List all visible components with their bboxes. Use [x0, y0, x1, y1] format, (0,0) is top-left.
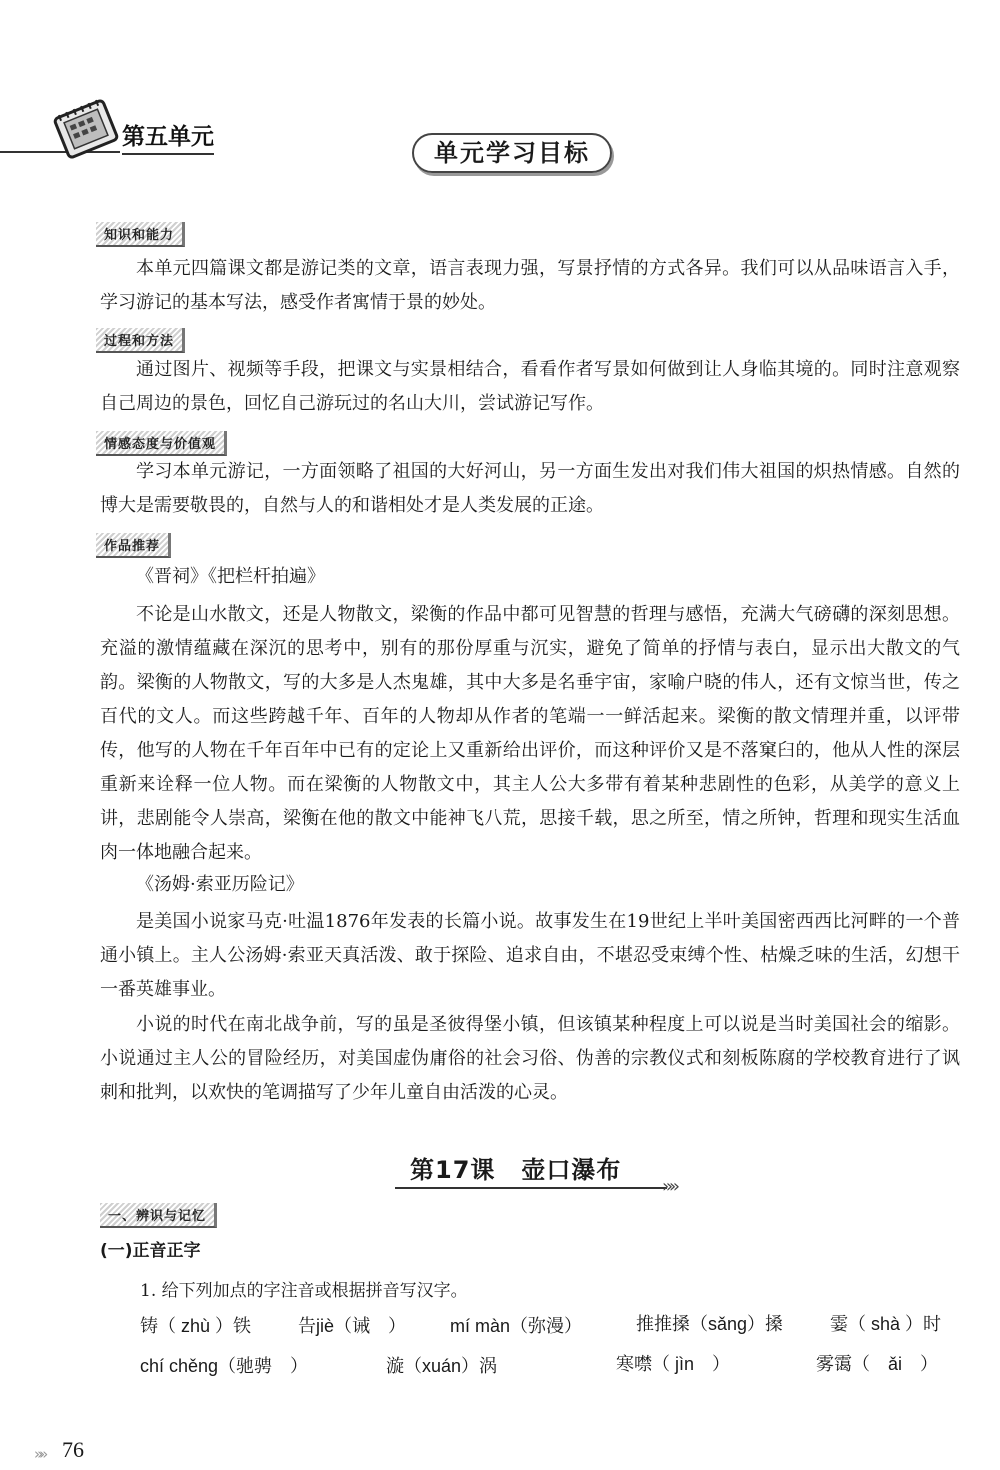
subsection-title: (一)正音正字: [100, 1241, 201, 1261]
lesson-title-rule: [395, 1187, 667, 1189]
pinyin-item: mí màn（弥漫）: [450, 1316, 583, 1336]
double-arrow-icon: »»: [662, 1176, 677, 1197]
page-number: 76: [62, 1437, 84, 1462]
question-1: 1. 给下列加点的字注音或根据拼音写汉字。: [140, 1281, 468, 1301]
pinyin-item: 推推搡（sǎng）搡: [636, 1314, 784, 1334]
book-title-2: 《汤姆·索亚历险记》: [136, 874, 304, 895]
book-description-2a: 是美国小说家马克·吐温1876年发表的长篇小说。故事发生在19世纪上半叶美国密西西比河畔的一个普通小镇上。主人公汤姆·索亚天真活泼、敢于探险、追求自由，不堪忍受束缚个性、枯燥乏味的生活，幻想干一番英雄事业。: [100, 911, 960, 1000]
lesson-number: 第17课: [410, 1156, 496, 1184]
pinyin-item: 寒噤（ jìn ）: [616, 1354, 731, 1374]
section-tag-process: 过程和方法: [96, 328, 185, 353]
pinyin-item: 雾霭（ ǎi ）: [816, 1354, 939, 1374]
pinyin-item: 霎（ shà ）时: [830, 1314, 942, 1334]
notebook-icon: [48, 98, 124, 160]
pinyin-item: 漩（xuán）涡: [386, 1356, 498, 1376]
unit-goal-title: 单元学习目标: [412, 133, 612, 173]
section-text-knowledge: 本单元四篇课文都是游记类的文章，语言表现力强，写景抒情的方式各异。我们可以从品味语言入手，学习游记的基本写法，感受作者寓情于景的妙处。: [100, 258, 960, 313]
pinyin-item: 告jiè（诫 ）: [298, 1316, 407, 1336]
lesson-name: 壶口瀑布: [521, 1156, 622, 1184]
book-description-2b: 小说的时代在南北战争前，写的虽是圣彼得堡小镇，但该镇某种程度上可以说是当时美国社会的缩影。小说通过主人公的冒险经历，对美国虚伪庸俗的社会习俗、伪善的宗教仪式和刻板陈腐的学校教育进行了讽刺和批判，以欢快的笔调描写了少年儿童自由活泼的心灵。: [100, 1014, 960, 1103]
pinyin-item: 铸（ zhù ）铁: [140, 1316, 252, 1336]
section-tag-knowledge: 知识和能力: [96, 222, 185, 247]
section-tag-works: 作品推荐: [96, 533, 171, 558]
unit-label: 第五单元: [122, 118, 214, 155]
section-tag-recognition: 一、辨识与记忆: [100, 1203, 217, 1228]
pinyin-item: chí chěng（驰骋 ）: [140, 1356, 309, 1376]
book-description-1: 不论是山水散文，还是人物散文，梁衡的作品中都可见智慧的哲理与感悟，充满大气磅礴的深刻思想。充溢的激情蕴藏在深沉的思考中，别有的那份厚重与沉实，避免了简单的抒情与表白，显示出大散文的气韵。梁衡的人物散文，写的大多是人杰鬼雄，其中大多是名垂宇宙，家喻户晓的伟人，还有文惊当世，传之百代的文人。而这些跨越千年、百年的人物却从作者的笔端一一鲜活起来。梁衡的散文情理并重，以评带传，他写的人物在千年百年中已有的定论上又重新给出评价，而这种评价又是不落窠臼的，他从人性的深层重新来诠释一位人物。而在梁衡的人物散文中，其主人公大多带有着某种悲剧性的色彩，从美学的意义上讲，悲剧能令人崇高，梁衡在他的散文中能神飞八荒，思接千载，思之所至，情之所钟，哲理和现实生活血肉一体地融合起来。: [100, 604, 960, 863]
section-text-values: 学习本单元游记，一方面领略了祖国的大好河山，另一方面生发出对我们伟大祖国的炽热情感。自然的博大是需要敬畏的，自然与人的和谐相处才是人类发展的正途。: [100, 461, 960, 516]
lesson-title: [410, 1150, 621, 1185]
book-title-1: 《晋祠》《把栏杆拍遍》: [136, 566, 325, 587]
section-text-process: 通过图片、视频等手段，把课文与实景相结合，看看作者写景如何做到让人身临其境的。同时注意观察自己周边的景色，回忆自己游玩过的名山大川，尝试游记写作。: [100, 359, 960, 414]
page-arrow-icon: »»: [34, 1445, 45, 1463]
section-tag-values: 情感态度与价值观: [96, 431, 227, 456]
